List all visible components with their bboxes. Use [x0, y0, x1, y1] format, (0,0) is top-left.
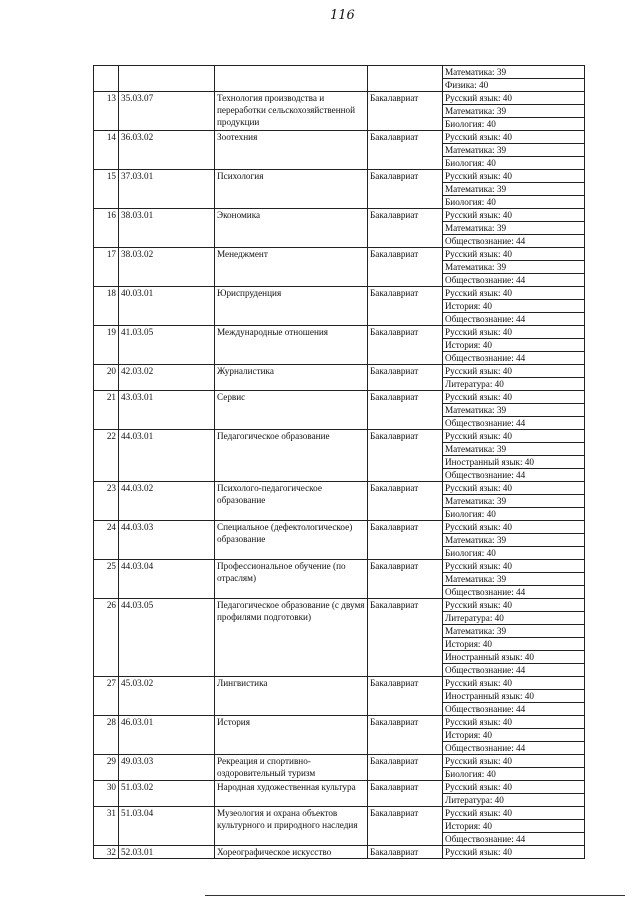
program-code: 46.03.01: [119, 716, 215, 755]
program-level: Бакалавриат: [368, 846, 443, 859]
program-code: 51.03.02: [119, 781, 215, 807]
exam-requirement: Биология: 40: [443, 196, 585, 209]
table-row: [94, 521, 585, 534]
exam-requirement: Литература: 40: [443, 612, 585, 625]
program-number: 26: [94, 599, 119, 677]
program-code: 52.03.01: [119, 846, 215, 859]
exam-requirement: Русский язык: 40: [443, 430, 585, 443]
program-code: 49.03.03: [119, 755, 215, 781]
programs-table-body: [94, 66, 585, 859]
program-code: 51.03.04: [119, 807, 215, 846]
program-number: 19: [94, 326, 119, 365]
table-row: [94, 716, 585, 729]
program-code: 38.03.02: [119, 248, 215, 287]
exam-requirement: Русский язык: 40: [443, 170, 585, 183]
exam-requirement: История: 40: [443, 820, 585, 833]
program-level: Бакалавриат: [368, 248, 443, 287]
program-level: Бакалавриат: [368, 482, 443, 521]
page-bottom-rule: [205, 895, 625, 896]
exam-requirement: Русский язык: 40: [443, 599, 585, 612]
exam-requirement: Математика: 39: [443, 105, 585, 118]
table-row: [94, 66, 585, 79]
program-number: 14: [94, 131, 119, 170]
program-name: Педагогическое образование (с двумя профилями подготовки): [215, 599, 368, 677]
exam-requirement: Биология: 40: [443, 768, 585, 781]
exam-requirement: Русский язык: 40: [443, 209, 585, 222]
program-level: Бакалавриат: [368, 755, 443, 781]
program-code: 44.03.02: [119, 482, 215, 521]
exam-requirement: История: 40: [443, 339, 585, 352]
table-row: [94, 287, 585, 300]
program-number: 16: [94, 209, 119, 248]
program-number: 25: [94, 560, 119, 599]
program-level: Бакалавриат: [368, 391, 443, 430]
program-level: [368, 66, 443, 92]
page-number: 116: [330, 8, 355, 23]
program-level: Бакалавриат: [368, 131, 443, 170]
exam-requirement: Обществознание: 44: [443, 313, 585, 326]
table-row: [94, 430, 585, 443]
program-number: 32: [94, 846, 119, 859]
exam-requirement: Русский язык: 40: [443, 287, 585, 300]
program-number: 21: [94, 391, 119, 430]
program-number: 27: [94, 677, 119, 716]
exam-requirement: Русский язык: 40: [443, 755, 585, 768]
exam-requirement: Обществознание: 44: [443, 352, 585, 365]
program-code: 44.03.01: [119, 430, 215, 482]
program-name: Сервис: [215, 391, 368, 430]
exam-requirement: Обществознание: 44: [443, 833, 585, 846]
program-level: Бакалавриат: [368, 326, 443, 365]
table-row: [94, 131, 585, 144]
exam-requirement: Русский язык: 40: [443, 92, 585, 105]
exam-requirement: Биология: 40: [443, 157, 585, 170]
exam-requirement: История: 40: [443, 729, 585, 742]
program-name: [215, 66, 368, 92]
program-number: 22: [94, 430, 119, 482]
program-number: 24: [94, 521, 119, 560]
exam-requirement: Русский язык: 40: [443, 781, 585, 794]
program-number: 17: [94, 248, 119, 287]
exam-requirement: Иностранный язык: 40: [443, 651, 585, 664]
table-row: [94, 248, 585, 261]
table-row: [94, 326, 585, 339]
exam-requirement: Математика: 39: [443, 66, 585, 79]
program-code: 44.03.04: [119, 560, 215, 599]
exam-requirement: Биология: 40: [443, 118, 585, 131]
program-code: 36.03.02: [119, 131, 215, 170]
table-row: [94, 781, 585, 794]
table-row: [94, 209, 585, 222]
exam-requirement: Математика: 39: [443, 222, 585, 235]
program-code: 35.03.07: [119, 92, 215, 131]
program-level: Бакалавриат: [368, 170, 443, 209]
exam-requirement: Обществознание: 44: [443, 703, 585, 716]
program-number: 28: [94, 716, 119, 755]
exam-requirement: Математика: 39: [443, 573, 585, 586]
program-number: 23: [94, 482, 119, 521]
table-row: [94, 807, 585, 820]
exam-requirement: Математика: 39: [443, 183, 585, 196]
table-row: [94, 92, 585, 105]
exam-requirement: Обществознание: 44: [443, 469, 585, 482]
program-level: Бакалавриат: [368, 209, 443, 248]
exam-requirement: Математика: 39: [443, 534, 585, 547]
program-name: Юриспруденция: [215, 287, 368, 326]
exam-requirement: Русский язык: 40: [443, 365, 585, 378]
exam-requirement: Русский язык: 40: [443, 482, 585, 495]
table-row: [94, 755, 585, 768]
program-number: 18: [94, 287, 119, 326]
program-level: Бакалавриат: [368, 365, 443, 391]
exam-requirement: Обществознание: 44: [443, 586, 585, 599]
program-level: Бакалавриат: [368, 92, 443, 131]
program-code: 41.03.05: [119, 326, 215, 365]
program-name: Международные отношения: [215, 326, 368, 365]
table-row: [94, 599, 585, 612]
program-name: Специальное (дефектологическое) образование: [215, 521, 368, 560]
exam-requirement: Литература: 40: [443, 378, 585, 391]
program-name: Музеология и охрана объектов культурного и природного наследия: [215, 807, 368, 846]
table-row: [94, 677, 585, 690]
program-name: Экономика: [215, 209, 368, 248]
program-level: Бакалавриат: [368, 560, 443, 599]
program-name: Зоотехния: [215, 131, 368, 170]
program-code: 37.03.01: [119, 170, 215, 209]
program-level: Бакалавриат: [368, 599, 443, 677]
program-code: 38.03.01: [119, 209, 215, 248]
program-level: Бакалавриат: [368, 781, 443, 807]
program-name: Хореографическое искусство: [215, 846, 368, 859]
program-name: Психология: [215, 170, 368, 209]
exam-requirement: Русский язык: 40: [443, 677, 585, 690]
exam-requirement: Литература: 40: [443, 794, 585, 807]
exam-requirement: Иностранный язык: 40: [443, 456, 585, 469]
table-row: [94, 846, 585, 859]
exam-requirement: Обществознание: 44: [443, 664, 585, 677]
program-code: [119, 66, 215, 92]
program-name: Народная художественная культура: [215, 781, 368, 807]
exam-requirement: Иностранный язык: 40: [443, 690, 585, 703]
exam-requirement: Биология: 40: [443, 508, 585, 521]
exam-requirement: Русский язык: 40: [443, 807, 585, 820]
exam-requirement: Математика: 39: [443, 495, 585, 508]
program-level: Бакалавриат: [368, 716, 443, 755]
exam-requirement: Русский язык: 40: [443, 846, 585, 859]
program-name: Лингвистика: [215, 677, 368, 716]
exam-requirement: Биология: 40: [443, 547, 585, 560]
program-level: Бакалавриат: [368, 287, 443, 326]
exam-requirement: Математика: 39: [443, 144, 585, 157]
program-code: 40.03.01: [119, 287, 215, 326]
table-row: [94, 560, 585, 573]
program-code: 44.03.05: [119, 599, 215, 677]
exam-requirement: Русский язык: 40: [443, 248, 585, 261]
program-name: Педагогическое образование: [215, 430, 368, 482]
program-name: Менеджмент: [215, 248, 368, 287]
exam-requirement: Русский язык: 40: [443, 521, 585, 534]
program-name: Рекреация и спортивно-оздоровительный туризм: [215, 755, 368, 781]
exam-requirement: История: 40: [443, 300, 585, 313]
program-number: 31: [94, 807, 119, 846]
exam-requirement: Математика: 39: [443, 404, 585, 417]
exam-requirement: Обществознание: 44: [443, 235, 585, 248]
program-code: 42.03.02: [119, 365, 215, 391]
exam-requirement: Русский язык: 40: [443, 326, 585, 339]
program-level: Бакалавриат: [368, 521, 443, 560]
exam-requirement: Русский язык: 40: [443, 716, 585, 729]
exam-requirement: История: 40: [443, 638, 585, 651]
program-level: Бакалавриат: [368, 430, 443, 482]
program-name: Профессиональное обучение (по отраслям): [215, 560, 368, 599]
exam-requirement: Русский язык: 40: [443, 560, 585, 573]
programs-table: [93, 65, 585, 859]
program-name: Психолого-педагогическое образование: [215, 482, 368, 521]
program-name: Журналистика: [215, 365, 368, 391]
program-level: Бакалавриат: [368, 807, 443, 846]
exam-requirement: Математика: 39: [443, 443, 585, 456]
exam-requirement: Русский язык: 40: [443, 131, 585, 144]
exam-requirement: Русский язык: 40: [443, 391, 585, 404]
program-code: 44.03.03: [119, 521, 215, 560]
exam-requirement: Обществознание: 44: [443, 742, 585, 755]
program-number: [94, 66, 119, 92]
program-number: 20: [94, 365, 119, 391]
program-number: 30: [94, 781, 119, 807]
table-row: [94, 170, 585, 183]
program-number: 13: [94, 92, 119, 131]
exam-requirement: Математика: 39: [443, 261, 585, 274]
program-name: История: [215, 716, 368, 755]
program-level: Бакалавриат: [368, 677, 443, 716]
exam-requirement: Физика: 40: [443, 79, 585, 92]
exam-requirement: Обществознание: 44: [443, 417, 585, 430]
table-row: [94, 391, 585, 404]
exam-requirement: Математика: 39: [443, 625, 585, 638]
program-code: 43.03.01: [119, 391, 215, 430]
program-number: 29: [94, 755, 119, 781]
table-row: [94, 482, 585, 495]
program-name: Технология производства и переработки сельскохозяйственной продукции: [215, 92, 368, 131]
exam-requirement: Обществознание: 44: [443, 274, 585, 287]
program-number: 15: [94, 170, 119, 209]
program-code: 45.03.02: [119, 677, 215, 716]
table-row: [94, 365, 585, 378]
